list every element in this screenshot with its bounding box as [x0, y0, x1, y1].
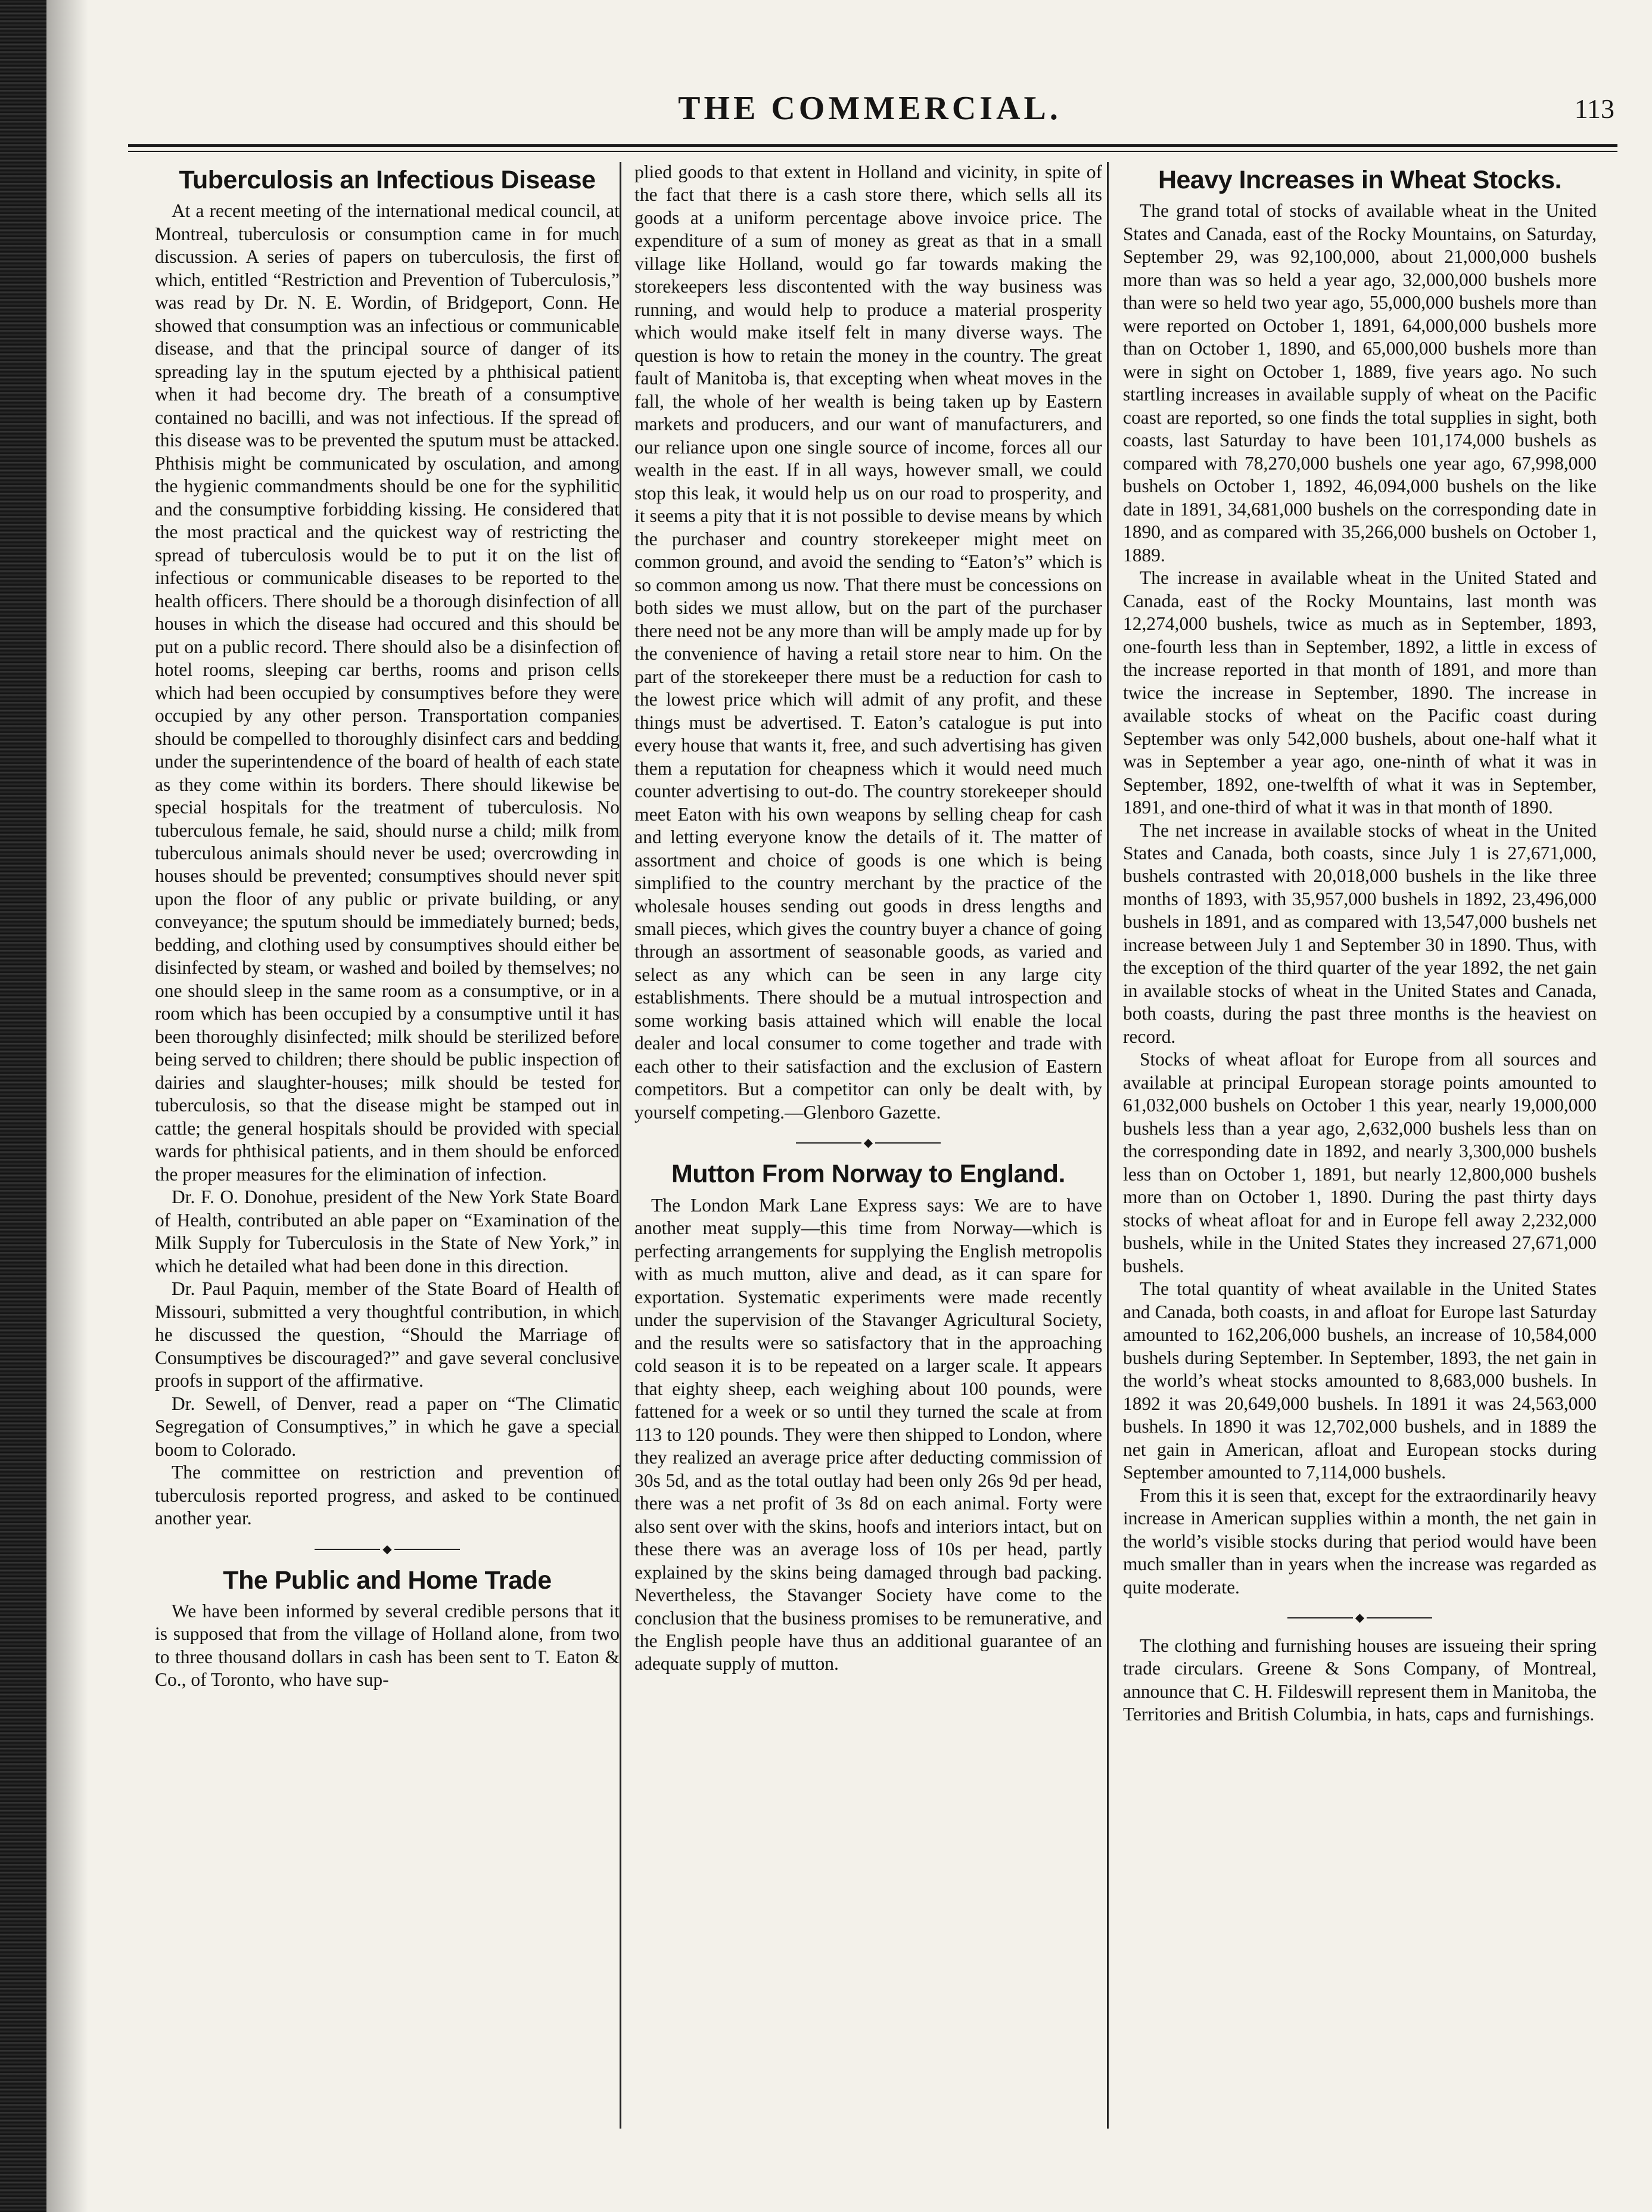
column-3: [1123, 161, 1597, 2187]
trade-notice: The clothing and furnishing houses are issueing their spring trade circulars. Greene & Sons Company, of Montreal, announce that C. H. Fildeswill represent them in Manitoba, the Territories and British Columbia, in hats, caps and furnishings.: [1123, 1635, 1597, 1725]
article-paragraph: At a recent meeting of the international medical council, at Montreal, tuberculosis or consumption came in for much discussion. A series of papers on tuberculosis, the first of which, entitled “Restriction and Prevention of Tuberculosis,” was read by Dr. N. E. Wordin, of Bridgeport, Conn. He showed that consumption was an infectious or communicable disease, and that the principal source of danger of its spreading lay in the sputum ejected by a phthisical patient when it had become dry. The breath of a consumptive contained no bacilli, and was not infectious. If the spread of this disease was to be prevented the sputum must be attacked. Phthisis might be communicated by osculation, and among the hygienic commandments should be one for the syphilitic and the consumptive forbidding kissing. He considered that the most practical and the quickest way of restricting the spread of tuberculosis would be to put it on the list of infectious or communicable diseases to be reported to the health officers. There should be a thorough disinfection of all houses in which the disease had occured and this should be put on a public record. There should also be a disinfection of hotel rooms, sleeping car berths, rooms and prison cells which had been occupied by consumptives before they were occupied by any other person. Transportation companies should be compelled to thoroughly disinfect cars and bedding under the superintendence of the board of health of each state as they come within its borders. There should likewise be special hospitals for the treatment of tuberculosis. No tuberculous female, he said, should nurse a child; milk from tuberculous animals should never be used; overcrowding in houses should be prevented; consumptives should never spit upon the floor of any public or private building, or any conveyance; the sputum should be immediately burned; beds, bedding, and clothing used by consumptives should either be disinfected by steam, or washed and boiled by themselves; no one should sleep in the same room as a consumptive, or in a room which has been occupied by a consumptive until it has been thoroughly disinfected; milk should be sterilized before being served to children; there should be public inspection of dairies and slaughter-houses; milk should be tested for tuberculosis, so that the disease might be stamped out in cattle; the general hospitals should be provided with special wards for phthisical patients, and in them should be enforced the proper measures for the elimination of infection.: [155, 200, 620, 1185]
article-paragraph: Dr. Sewell, of Denver, read a paper on “The Climatic Segregation of Consumptives,” in which he gave a special boom to Colorado.: [155, 1393, 620, 1460]
column-1: [155, 161, 620, 2187]
newspaper-title: THE COMMERCIAL.: [678, 90, 1062, 127]
header-rule: [128, 144, 1617, 147]
page-binding-shadow: [46, 0, 88, 2212]
article-continuation: plied goods to that extent in Holland and vicinity, in spite of the fact that there is a cash store there, which sells all its goods at a uniform percentage above invoice price. The expenditure of a sum of money as great as that in a small village like Holland, would go far towards making the storekeepers less discontented with the way business was running, and would help to produce a material prosperity which would make itself felt in many diverse ways. The question is how to retain the money in the country. The great fault of Manitoba is, that excepting when wheat moves in the fall, the whole of her wealth is being taken up by Eastern markets and producers, and our want of manufacturers, and our reliance upon one single source of income, forces all our wealth in the east. If in all ways, however small, we could stop this leak, it would help us on our road to prosperity, and it seems a pity that it is not possible to devise means by which the purchaser and country storekeeper might meet on common ground, and avoid the sending to “Eaton’s” which is so common among us now. That there must be concessions on both sides we must allow, but on the part of the purchaser there need not be any more than will be amply made up for by the convenience of having a retail store near to him. On the part of the storekeeper there must be a reduction for cash to the lowest price which will admit of any profit, and these things must be advertised. T. Eaton’s catalogue is put into every house that wants it, free, and such advertising has given them a reputation for cheapness which it would need much counter advertising to out-do. The country storekeeper should meet Eaton with his own weapons by selling cheap for cash and letting everyone know the details of it. The matter of assortment and choice of goods is one which is being simplified to the country merchant by the practice of the wholesale houses sending out goods in dress lengths and small pieces, which gives the country buyer a chance of going through an assortment of seasonable goods, as varied and select as any which can be seen in any large city establishments. There should be a mutual introspection and some working basis attained which will enable the local dealer and local consumer to come together and trade with each other to their satisfaction and the exclusion of Eastern competitors. But a competitor can only be dealt with, by yourself competing.—Glenboro Gazette.: [634, 161, 1102, 1123]
article-paragraph: The increase in available wheat in the United Stated and Canada, east of the Rocky Mountains, last month was 12,274,000 bushels, twice as much as in September, 1893, one-fourth less than in September, 1892, a little in excess of the increase reported in that month of 1891, and more than twice the increase in September, 1890. The increase in available stocks of wheat on the Pacific coast during September was only 542,000 bushels, about one-half what it was in September a year ago, one-ninth of what it was in September, 1892, one-twelfth of what it was in September, 1891, and one-third of what it was in that month of 1890.: [1123, 567, 1597, 818]
article-paragraph: We have been informed by several credible persons that it is supposed that from the village of Holland alone, from two to three thousand dollars in cash has been sent to T. Eaton & Co., of Toronto, who have sup-: [155, 1600, 620, 1691]
article-paragraph: The total quantity of wheat available in the United States and Canada, both coasts, in and afloat for Europe last Saturday amounted to 162,206,000 bushels, an increase of 10,584,000 bushels during September. In September, 1893, the net gain in the world’s wheat stocks amounted to 8,683,000 bushels. In 1892 it was 20,649,000 bushels. In 1891 it was 24,563,000 bushels. In 1890 it was 12,702,000 bushels, and in 1889 the net gain in American, afloat and European stocks during September amounted to 7,114,000 bushels.: [1123, 1278, 1597, 1483]
article-separator: ◆: [1123, 1612, 1597, 1624]
article-heading-mutton-norway: Mutton From Norway to England.: [671, 1160, 1065, 1189]
article-paragraph: Dr. Paul Paquin, member of the State Board of Health of Missouri, submitted a very thoughtful contribution, in which he discussed the question, “Should the Marriage of Consumptives be discouraged?” and gave several conclusive proofs in support of the affirmative.: [155, 1278, 620, 1391]
header-rule-thin: [128, 151, 1617, 152]
article-heading-public-home-trade: The Public and Home Trade: [223, 1565, 552, 1595]
column-2: [634, 161, 1102, 2187]
article-paragraph: Dr. F. O. Donohue, president of the New York State Board of Health, contributed an able paper on “Examination of the Milk Supply for Tuberculosis in the State of New York,” in which he detailed what had been done in this direction.: [155, 1186, 620, 1276]
article-paragraph: From this it is seen that, except for the extraordinarily heavy increase in American supplies within a month, the net gain in the world’s visible stocks during that period would have been much smaller than in years when the increase was regarded as quite moderate.: [1123, 1484, 1597, 1598]
article-heading-wheat-stocks: Heavy Increases in Wheat Stocks.: [1158, 166, 1562, 194]
article-paragraph: The London Mark Lane Express says: We are to have another meat supply—this time from Norway—which is perfecting arrangements for supplying the English metropolis with as much mutton, alive and dead, as it can spare for exportation. Systematic experiments were made recently under the supervision of the Stavanger Agricultural Society, and the results were so satisfactory that in the approaching cold season it is to be repeated on a larger scale. It appears that eighty sheep, each weighing about 100 pounds, were fattened for a week or so until they turned the scale at from 113 to 120 pounds. They were then shipped to London, where they realized an average price after deducting commission of 30s 5d, and as the total outlay had been only 26s 9d per head, there was a net profit of 3s 8d on each animal. Forty were also sent over with the skins, hoofs and interiors intact, but on these there was an average loss of 10s per head, partly explained by the skins being damaged through bad packing. Nevertheless, the Stavanger Society have come to the conclusion that the business promises to be remunerative, and the English people have thus an additional guarantee of an adequate supply of mutton.: [634, 1194, 1102, 1674]
article-paragraph: The net increase in available stocks of wheat in the United States and Canada, both coasts, since July 1 is 27,671,000, bushels contrasted with 20,018,000 bushels in the like three months of 1893, with 35,957,000 bushels in 1892, 23,496,000 bushels in 1891, and as compared with 13,547,000 bushels net increase between July 1 and September 30 in 1890. Thus, with the exception of the third quarter of the year 1892, the net gain in available stocks of wheat in the United States and Canada, both coasts, during the past three months is the heaviest on record.: [1123, 819, 1597, 1047]
article-heading-tuberculosis: Tuberculosis an Infectious Disease: [179, 166, 596, 194]
article-separator: ◆: [155, 1543, 620, 1555]
masthead: [119, 89, 1620, 137]
article-paragraph: The committee on restriction and prevention of tuberculosis reported progress, and asked to be continued another year.: [155, 1462, 620, 1529]
page-number: 113: [1574, 94, 1614, 124]
column-divider: [1107, 162, 1109, 2129]
article-paragraph: Stocks of wheat afloat for Europe from all sources and available at principal European storage points amounted to 61,032,000 bushels on October 1 this year, nearly 19,000,000 bushels less than a year ago, 2,632,000 bushels less than on the corresponding date in 1892, and nearly 3,300,000 bushels less than on October 1, 1891, but nearly 12,800,000 bushels more than on October 1, 1890. During the past thirty days stocks of wheat afloat for and in Europe fell away 2,232,000 bushels, while in the United States they increased 27,671,000 bushels.: [1123, 1049, 1597, 1276]
page-binding-edge: [0, 0, 46, 2212]
article-paragraph: The grand total of stocks of available wheat in the United States and Canada, east of the Rocky Mountains, on Saturday, September 29, was 92,100,000, about 21,000,000 bushels more than was so held a year ago, 32,000,000 bushels more than were so held two year ago, 55,000,000 bushels more than were reported on October 1, 1891, 64,000,000 bushels more than on October 1, 1890, and 65,000,000 bushels more than were in sight on October 1, 1889, five years ago. No such startling increases in available supply of wheat on the Pacific coast are reported, so one finds the total supplies in sight, both coasts, last Saturday to have been 101,174,000 bushels as compared with 78,270,000 bushels one year ago, 67,998,000 bushels on October 1, 1892, 46,094,000 bushels on the like date in 1891, 34,681,000 bushels on the corresponding date in 1890, and as compared with 35,266,000 bushels on October 1, 1889.: [1123, 200, 1597, 566]
column-divider: [620, 162, 621, 2129]
article-separator: ◆: [634, 1137, 1102, 1149]
